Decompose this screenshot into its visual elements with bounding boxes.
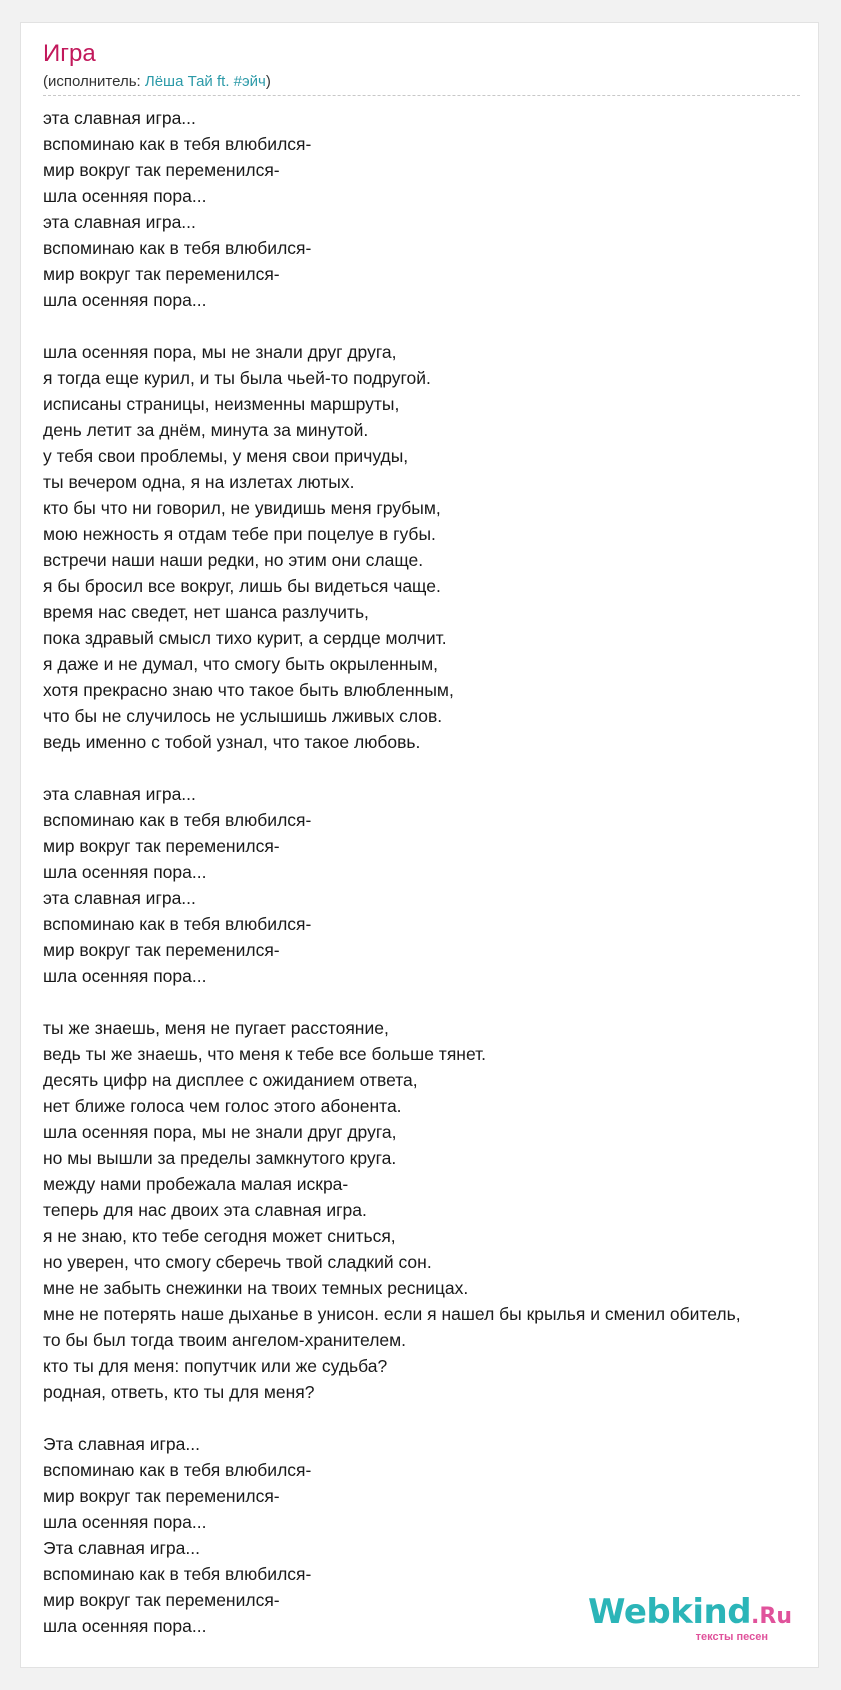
lyric-line: ведь ты же знаешь, что меня к тебе все больше тянет.	[43, 1044, 487, 1064]
lyric-line: эта славная игра...	[43, 212, 196, 232]
lyric-line: мир вокруг так переменился-	[43, 1590, 280, 1610]
lyric-line: между нами пробежала малая искра-	[43, 1174, 349, 1194]
lyrics-stanza	[43, 1015, 819, 1405]
lyric-line: Эта славная игра...	[43, 1538, 200, 1558]
lyric-line: вспоминаю как в тебя влюбился-	[43, 1564, 312, 1584]
lyrics-stanza	[43, 781, 819, 989]
lyric-line: я бы бросил все вокруг, лишь бы видеться чаще.	[43, 576, 441, 596]
artist-link[interactable]: Лёша Тай ft. #эйч	[144, 73, 266, 90]
lyric-line: мою нежность я отдам тебе при поцелуе в губы.	[43, 524, 436, 544]
lyric-line: я тогда еще курил, и ты была чьей-то подругой.	[43, 368, 431, 388]
lyric-line: у тебя свои проблемы, у меня свои причуды,	[43, 446, 409, 466]
lyric-line: теперь для нас двоих эта славная игра.	[43, 1200, 367, 1220]
lyric-line: мир вокруг так переменился-	[43, 160, 280, 180]
lyric-line: родная, ответь, кто ты для меня?	[43, 1382, 315, 1402]
lyric-line: шла осенняя пора, мы не знали друг друга,	[43, 1122, 397, 1142]
webkind-logo	[588, 1594, 792, 1643]
lyric-line: мир вокруг так переменился-	[43, 836, 280, 856]
lyric-line: эта славная игра...	[43, 784, 196, 804]
lyric-line: ты же знаешь, меня не пугает расстояние,	[43, 1018, 389, 1038]
lyric-line: я не знаю, кто тебе сегодня может сниться,	[43, 1226, 396, 1246]
artist-line	[43, 73, 271, 91]
lyric-line: шла осенняя пора, мы не знали друг друга,	[43, 342, 397, 362]
lyric-line: шла осенняя пора...	[43, 290, 207, 310]
lyric-line: время нас сведет, нет шанса разлучить,	[43, 602, 369, 622]
lyric-line: шла осенняя пора...	[43, 966, 207, 986]
lyric-line: шла осенняя пора...	[43, 1616, 207, 1636]
lyric-line: мир вокруг так переменился-	[43, 1486, 280, 1506]
lyric-line: мир вокруг так переменился-	[43, 940, 280, 960]
lyric-line: вспоминаю как в тебя влюбился-	[43, 1460, 312, 1480]
lyric-line: но уверен, что смогу сберечь твой сладкий сон.	[43, 1252, 432, 1272]
lyric-line: шла осенняя пора...	[43, 186, 207, 206]
lyrics-body	[43, 105, 819, 1665]
lyric-line: мне не потерять наше дыханье в унисон. если я нашел бы крылья и сменил обитель,	[43, 1304, 741, 1324]
song-title: Игра	[43, 40, 96, 67]
lyric-line: Эта славная игра...	[43, 1434, 200, 1454]
artist-suffix: )	[265, 73, 271, 90]
lyric-line: вспоминаю как в тебя влюбился-	[43, 238, 312, 258]
logo-tld: .Ru	[751, 1604, 792, 1629]
lyric-line: исписаны страницы, неизменны маршруты,	[43, 394, 400, 414]
lyric-line: хотя прекрасно знаю что такое быть влюбленным,	[43, 680, 454, 700]
lyric-line: кто бы что ни говорил, не увидишь меня грубым,	[43, 498, 441, 518]
logo-brand: Webkind	[588, 1592, 752, 1632]
logo-tagline: тексты песен	[695, 1631, 768, 1643]
lyric-line: но мы вышли за пределы замкнутого круга.	[43, 1148, 397, 1168]
lyric-line: ты вечером одна, я на излетах лютых.	[43, 472, 355, 492]
lyric-line: пока здравый смысл тихо курит, а сердце молчит.	[43, 628, 447, 648]
header-divider	[43, 95, 800, 96]
lyric-line: вспоминаю как в тебя влюбился-	[43, 914, 312, 934]
lyric-line: эта славная игра...	[43, 108, 196, 128]
lyric-line: кто ты для меня: попутчик или же судьба?	[43, 1356, 388, 1376]
lyric-line: вспоминаю как в тебя влюбился-	[43, 134, 312, 154]
lyric-line: эта славная игра...	[43, 888, 196, 908]
lyric-line: шла осенняя пора...	[43, 1512, 207, 1532]
lyric-line: мир вокруг так переменился-	[43, 264, 280, 284]
lyric-line: десять цифр на дисплее с ожиданием ответа,	[43, 1070, 418, 1090]
lyric-line: мне не забыть снежинки на твоих темных ресницах.	[43, 1278, 469, 1298]
lyric-line: шла осенняя пора...	[43, 862, 207, 882]
lyric-line: что бы не случилось не услышишь лживых слов.	[43, 706, 443, 726]
lyric-line: нет ближе голоса чем голос этого абонента.	[43, 1096, 402, 1116]
lyric-line: вспоминаю как в тебя влюбился-	[43, 810, 312, 830]
lyrics-page	[20, 22, 819, 1668]
lyric-line: я даже и не думал, что смогу быть окрыленным,	[43, 654, 439, 674]
artist-prefix: (исполнитель:	[43, 73, 145, 90]
lyrics-stanza	[43, 105, 819, 313]
lyric-line: встречи наши наши редки, но этим они слаще.	[43, 550, 424, 570]
lyric-line: ведь именно с тобой узнал, что такое любовь.	[43, 732, 421, 752]
logo-wordmark	[588, 1594, 792, 1635]
lyric-line: то бы был тогда твоим ангелом-хранителем.	[43, 1330, 407, 1350]
lyric-line: день летит за днём, минута за минутой.	[43, 420, 369, 440]
lyrics-stanza	[43, 339, 819, 755]
